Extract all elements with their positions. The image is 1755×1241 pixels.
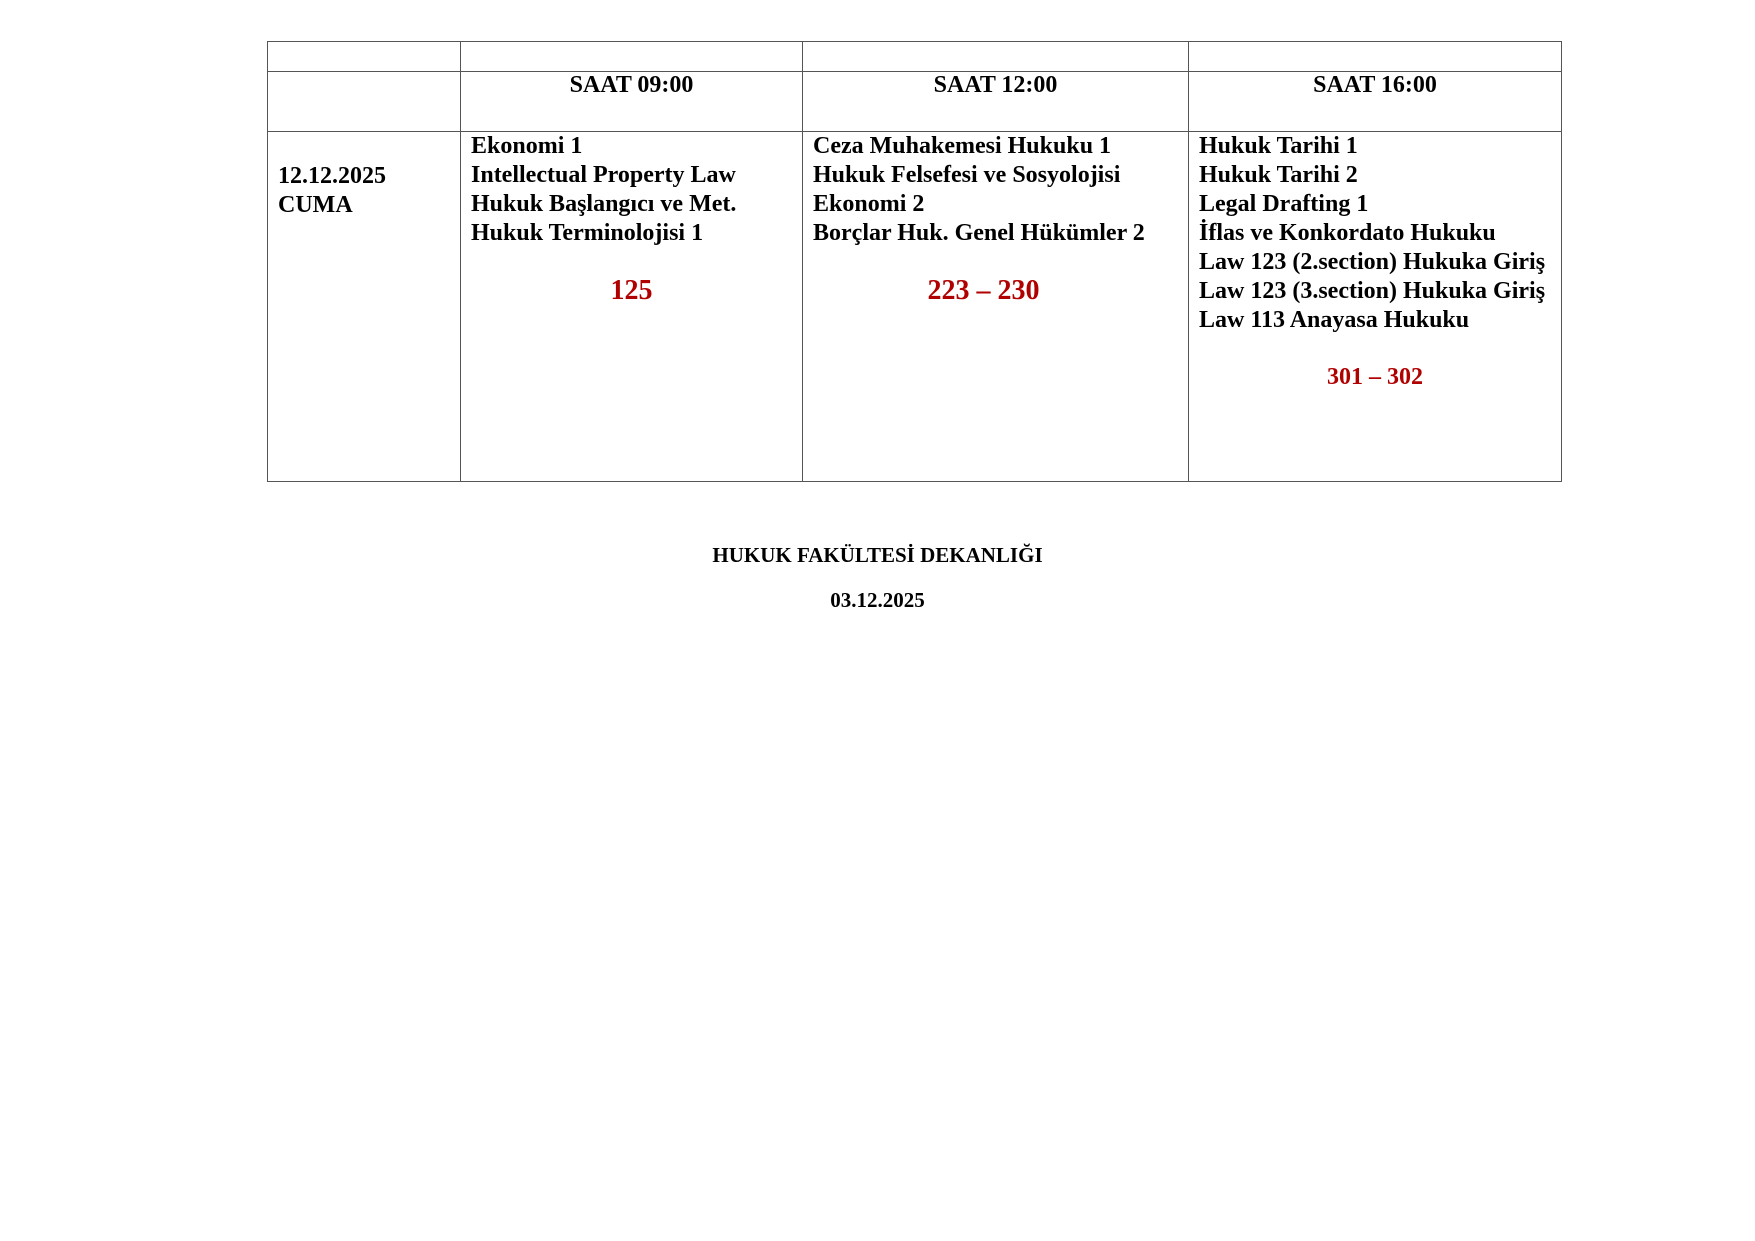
slot-cell-0900 [461,132,803,482]
table-cell [1189,42,1562,72]
exam-weekday: CUMA [278,192,353,218]
course-name: Law 123 (3.section) Hukuka Giriş [1199,278,1546,304]
time-slot-label: SAAT 16:00 [1313,72,1437,98]
course-name: Law 123 (2.section) Hukuka Giriş [1199,249,1546,275]
time-slot-label: SAAT 12:00 [933,72,1058,98]
course-name: Ekonomi 2 [813,191,925,217]
course-name: İflas ve Konkordato Hukuku [1199,220,1496,246]
course-name: Ekonomi 1 [471,133,583,159]
table-header-row [268,72,1562,132]
header-cell-date [268,72,461,132]
header-cell-slot-1 [461,72,803,132]
table-cell [803,42,1189,72]
course-name: Borçlar Huk. Genel Hükümler 2 [813,220,1145,246]
room-numbers: 223 – 230 [927,275,1040,306]
date-cell [268,132,461,482]
header-cell-slot-3 [1189,72,1562,132]
course-name: Ceza Muhakemesi Hukuku 1 [813,133,1112,159]
slot-cell-1200 [803,132,1189,482]
course-list [813,132,1178,248]
course-list [471,132,792,248]
table-cell [268,42,461,72]
course-name: Law 113 Anayasa Hukuku [1199,307,1470,333]
faculty-signature: HUKUK FAKÜLTESİ DEKANLIĞI [712,543,1043,567]
slot-cell-1600 [1189,132,1562,482]
course-name: Intellectual Property Law [471,162,736,188]
exam-schedule-table [267,41,1562,482]
room-numbers: 125 [610,275,653,306]
time-slot-label: SAAT 09:00 [569,72,694,98]
course-name: Hukuk Başlangıcı ve Met. [471,191,737,217]
course-name: Hukuk Tarihi 2 [1199,162,1358,188]
course-name: Hukuk Tarihi 1 [1199,133,1358,159]
course-name: Legal Drafting 1 [1199,191,1369,217]
table-row [268,132,1562,482]
course-name: Hukuk Felsefesi ve Sosyolojisi [813,162,1121,188]
announcement-date: 03.12.2025 [830,588,925,612]
exam-date: 12.12.2025 [278,163,386,189]
course-list [1199,132,1551,335]
table-row-empty [268,42,1562,72]
room-numbers: 301 – 302 [1327,364,1423,390]
table-cell [461,42,803,72]
header-cell-slot-2 [803,72,1189,132]
course-name: Hukuk Terminolojisi 1 [471,220,704,246]
